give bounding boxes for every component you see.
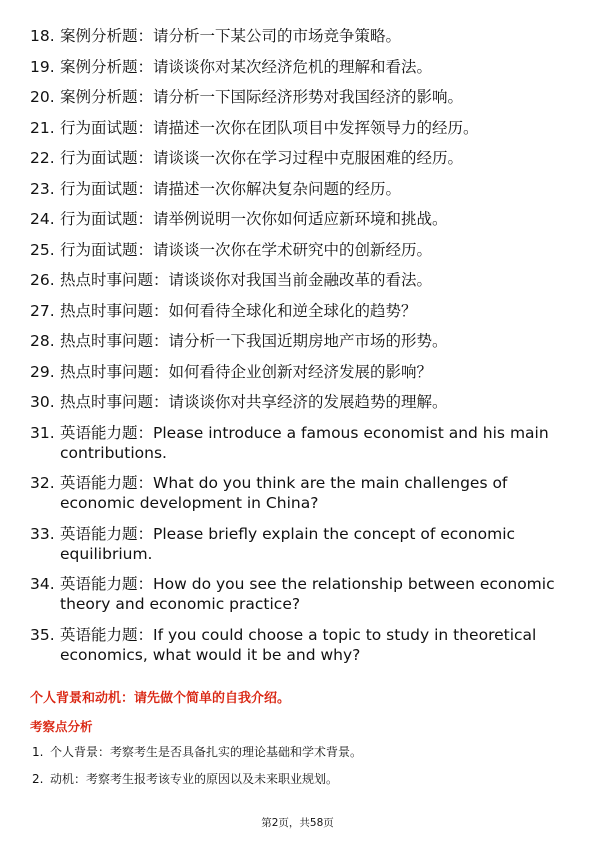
question-number: 19. xyxy=(30,57,55,76)
question-text: 行为面试题：请谈谈一次你在学习过程中克服困难的经历。 xyxy=(60,149,464,167)
question-text: 热点时事问题：请谈谈你对我国当前金融改革的看法。 xyxy=(60,271,433,289)
question-text: 英语能力题：Please introduce a famous economist and his main contributions. xyxy=(60,423,549,462)
question-item xyxy=(30,423,570,463)
question-text: 英语能力题：What do you think are the main challenges of economic development in China? xyxy=(60,474,508,512)
question-text: 英语能力题：Please briefly explain the concept of economic equilibrium. xyxy=(60,524,516,563)
question-item xyxy=(30,331,570,351)
question-text: 热点时事问题：请谈谈你对共享经济的发展趋势的理解。 xyxy=(60,393,448,411)
question-text: 英语能力题：If you could choose a topic to study in theoretical economics, what would it be and why? xyxy=(60,625,537,664)
question-number: 22. xyxy=(30,149,55,167)
question-item xyxy=(30,87,570,107)
analysis-point xyxy=(32,771,562,787)
question-number: 33. xyxy=(30,524,55,543)
question-text: 英语能力题：How do you see the relationship between economic theory and economic practice? xyxy=(60,575,555,613)
question-item xyxy=(30,240,570,260)
analysis-point-text: 动机：考察考生报考该专业的原因以及未来职业规划。 xyxy=(50,772,339,786)
question-number: 26. xyxy=(30,271,55,289)
question-item xyxy=(30,26,570,46)
question-item xyxy=(30,179,570,199)
question-text: 案例分析题：请分析一下某公司的市场竞争策略。 xyxy=(60,27,402,45)
question-item xyxy=(30,209,570,229)
question-number: 32. xyxy=(30,474,55,492)
analysis-point xyxy=(32,744,562,760)
question-number: 21. xyxy=(30,118,55,137)
question-number: 28. xyxy=(30,332,55,350)
question-number: 18. xyxy=(30,27,55,45)
question-number: 31. xyxy=(30,423,55,442)
question-text: 行为面试题：请举例说明一次你如何适应新环境和挑战。 xyxy=(60,210,448,228)
question-item xyxy=(30,392,570,412)
page-footer: 第2页，共58页 xyxy=(261,817,334,829)
question-text: 案例分析题：请谈谈你对某次经济危机的理解和看法。 xyxy=(60,57,433,76)
question-number: 30. xyxy=(30,393,55,411)
question-text: 热点时事问题：如何看待企业创新对经济发展的影响？ xyxy=(60,362,433,381)
analysis-point-list xyxy=(32,744,562,798)
question-item xyxy=(30,148,570,168)
question-item xyxy=(30,301,570,321)
question-item xyxy=(30,118,570,138)
question-item xyxy=(30,625,570,665)
question-list xyxy=(30,26,570,675)
question-number: 20. xyxy=(30,88,55,106)
question-number: 24. xyxy=(30,210,55,228)
question-text: 热点时事问题：请分析一下我国近期房地产市场的形势。 xyxy=(60,332,448,350)
question-item xyxy=(30,574,570,614)
question-item xyxy=(30,57,570,77)
question-number: 27. xyxy=(30,301,55,320)
analysis-point-number: 1. xyxy=(32,745,44,759)
analysis-point-text: 个人背景：考察考生是否具备扎实的理论基础和学术背景。 xyxy=(50,745,363,759)
question-text: 热点时事问题：如何看待全球化和逆全球化的趋势？ xyxy=(60,301,417,320)
question-item xyxy=(30,473,570,513)
question-text: 行为面试题：请描述一次你在团队项目中发挥领导力的经历。 xyxy=(60,118,479,137)
question-item xyxy=(30,362,570,382)
question-number: 35. xyxy=(30,625,55,644)
question-number: 29. xyxy=(30,362,55,381)
question-text: 行为面试题：请谈谈一次你在学术研究中的创新经历。 xyxy=(60,240,433,259)
question-item xyxy=(30,524,570,564)
question-text: 行为面试题：请描述一次你解决复杂问题的经历。 xyxy=(60,179,402,198)
section-heading: 个人背景和动机：请先做个简单的自我介绍。 xyxy=(30,691,291,706)
section-subheading: 考察点分析 xyxy=(30,719,93,734)
analysis-point-number: 2. xyxy=(32,772,44,786)
question-text: 案例分析题：请分析一下国际经济形势对我国经济的影响。 xyxy=(60,88,464,106)
question-number: 25. xyxy=(30,240,55,259)
question-item xyxy=(30,270,570,290)
question-number: 23. xyxy=(30,179,55,198)
question-number: 34. xyxy=(30,575,55,593)
